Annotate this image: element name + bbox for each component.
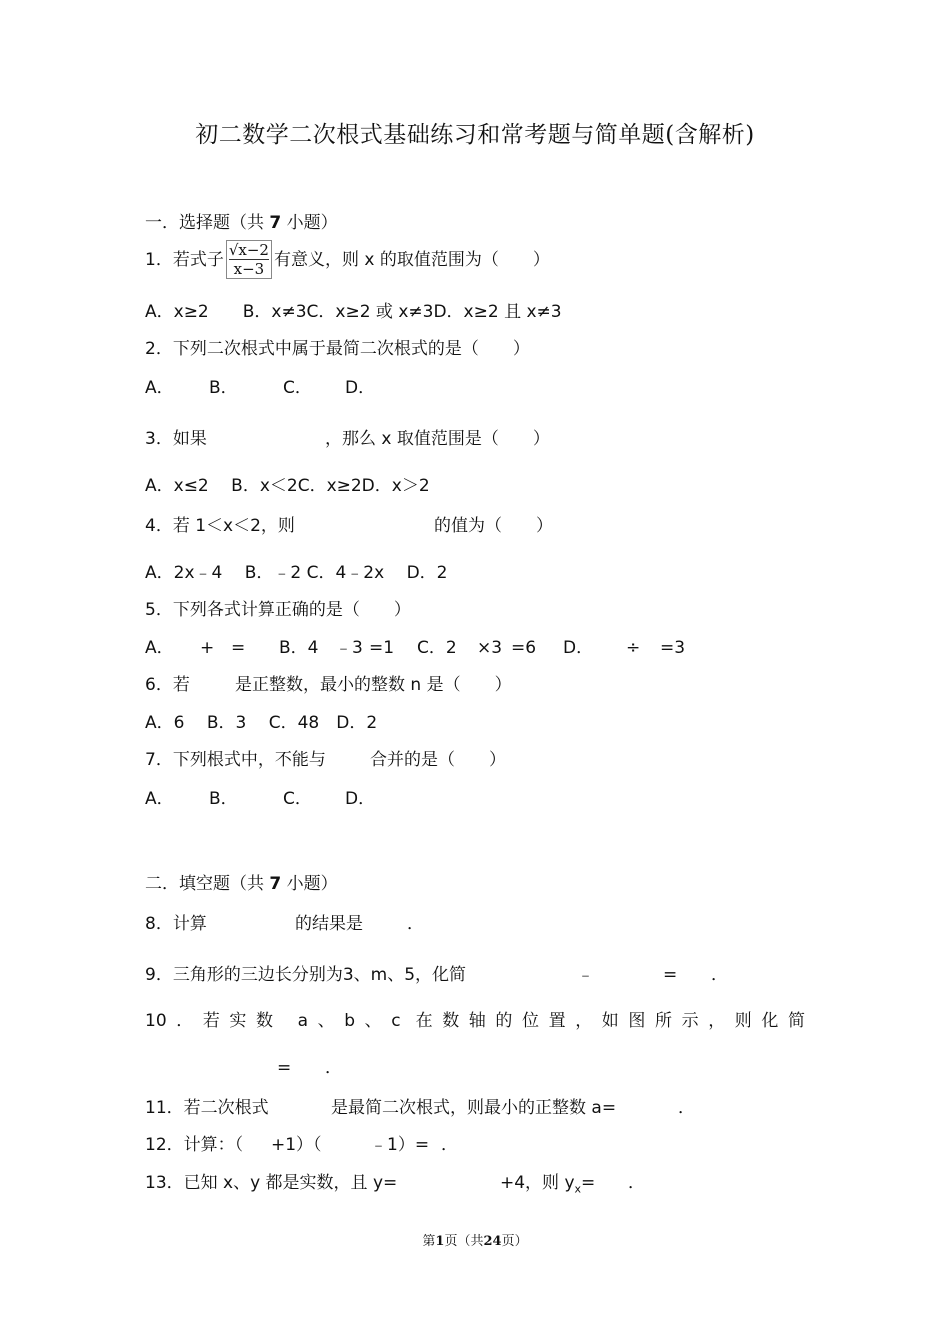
q3-options: A．x≤2 B．x＜2C．x≥2D．x＞2: [145, 476, 430, 496]
q13-d: ．: [628, 1173, 646, 1193]
q13-b: +4，则 y: [500, 1173, 575, 1193]
section-1-heading-b: 小题）: [286, 213, 338, 233]
question-11: [145, 1093, 695, 1118]
q9-b: ﹣: [577, 965, 594, 985]
q5-opt-d-div: ÷: [626, 638, 641, 658]
q2-opt-c: C．: [283, 378, 312, 398]
question-5: 5．下列各式计算正确的是（ ）: [145, 600, 411, 620]
question-10-line-1: 10．若实数 a、b、c 在数轴的位置，如图所示，则化简: [145, 1011, 805, 1031]
q10-eq: =: [277, 1058, 292, 1078]
q7-opt-b: B．: [209, 789, 238, 809]
q4-options: A．2x﹣4 B．﹣2 C．4﹣2x D．2: [145, 563, 448, 583]
q2-options: [145, 373, 375, 398]
q13-sub: x: [574, 1182, 582, 1196]
q6-options: A．6 B．3 C．48 D．2: [145, 713, 378, 733]
q1-prefix: 1．若式子: [145, 249, 224, 270]
footer-page: 1: [435, 1234, 445, 1249]
question-12: [145, 1130, 458, 1155]
q7-opt-a: A．: [145, 789, 174, 809]
footer-a: 第: [422, 1234, 436, 1249]
q5-opt-d-eq: =3: [660, 638, 686, 658]
q1-suffix: 有意义，则 x 的取值范围为（ ）: [273, 249, 550, 270]
section-1-heading-a: 一．选择题（共: [145, 213, 264, 233]
q11-a: 11．若二次根式: [145, 1098, 269, 1118]
question-4: [145, 511, 553, 536]
q9-c: =: [663, 965, 678, 985]
q9-d: ．: [711, 965, 728, 985]
section-1-heading: [145, 208, 338, 233]
question-6: [145, 670, 512, 695]
q8-c: ．: [407, 914, 424, 934]
q5-opt-c-eq: =6: [511, 638, 537, 658]
q4-stem-b: 的值为（ ）: [434, 516, 553, 536]
q5-options: [145, 633, 685, 658]
q11-c: ．: [678, 1098, 695, 1118]
footer-total: 24: [483, 1234, 502, 1249]
q5-opt-c-times: ×3: [477, 638, 503, 658]
q5-opt-a-plus: +: [200, 638, 215, 658]
q4-stem-a: 4．若 1＜x＜2，则: [145, 516, 295, 536]
q11-b: 是最简二次根式，则最小的正整数 a=: [331, 1098, 617, 1118]
question-10-line-2: [277, 1053, 342, 1078]
q9-a: 9．三角形的三边长分别为3、m、5，化简: [145, 965, 467, 985]
section-1-count: 7: [269, 213, 282, 233]
q1-frac-denominator: x−3: [233, 260, 265, 278]
q5-opt-c: C．2: [417, 638, 457, 658]
q5-opt-a-eq: =: [231, 638, 246, 658]
question-13: [145, 1168, 645, 1195]
q12-c: ﹣1）=: [370, 1135, 430, 1155]
footer-b: 页（共: [444, 1234, 484, 1249]
q5-opt-d: D．: [563, 638, 594, 658]
q2-opt-a: A．: [145, 378, 174, 398]
q7-options: [145, 784, 375, 809]
page-footer: [0, 1230, 950, 1249]
q1-fraction: [226, 240, 272, 279]
section-2-count: 7: [269, 874, 282, 894]
q7-stem-b: 合并的是（ ）: [370, 750, 506, 770]
q5-opt-b-minus: ﹣3: [335, 638, 363, 658]
question-8: [145, 909, 424, 934]
q1-frac-numerator: √x−2: [228, 241, 269, 259]
q12-b: +1）（: [271, 1135, 322, 1155]
q6-stem-b: 是正整数，最小的整数 n 是（ ）: [235, 675, 512, 695]
q5-opt-a: A．: [145, 638, 174, 658]
q8-b: 的结果是: [295, 914, 363, 934]
q7-stem-a: 7．下列根式中，不能与: [145, 750, 326, 770]
q3-stem-a: 3．如果: [145, 429, 207, 449]
q5-opt-b-eq: =1: [369, 638, 395, 658]
q3-stem-b: ，那么 x 取值范围是（ ）: [325, 429, 550, 449]
q12-a: 12．计算：（: [145, 1135, 244, 1155]
section-2-heading-a: 二．填空题（共: [145, 874, 264, 894]
q5-opt-b: B．4: [279, 638, 319, 658]
q8-a: 8．计算: [145, 914, 207, 934]
q6-stem-a: 6．若: [145, 675, 190, 695]
q12-d: ．: [441, 1135, 458, 1155]
question-3: [145, 424, 550, 449]
q10-period: ．: [325, 1058, 342, 1078]
section-2-heading: [145, 869, 338, 894]
q13-a: 13．已知 x、y 都是实数，且 y=: [145, 1173, 398, 1193]
q7-opt-c: C．: [283, 789, 312, 809]
question-9: [145, 960, 728, 985]
question-7: [145, 745, 506, 770]
question-1: [145, 240, 550, 279]
document-title: 初二数学二次根式基础练习和常考题与简单题(含解析): [195, 122, 755, 148]
q2-opt-b: B．: [209, 378, 238, 398]
q7-opt-d: D．: [345, 789, 376, 809]
footer-c: 页）: [501, 1234, 528, 1249]
q2-opt-d: D．: [345, 378, 376, 398]
section-2-heading-b: 小题）: [286, 874, 338, 894]
q1-options: A．x≥2 B．x≠3C．x≥2 或 x≠3D．x≥2 且 x≠3: [145, 302, 562, 322]
question-2: 2．下列二次根式中属于最简二次根式的是（ ）: [145, 339, 530, 359]
q13-c: =: [581, 1173, 596, 1193]
